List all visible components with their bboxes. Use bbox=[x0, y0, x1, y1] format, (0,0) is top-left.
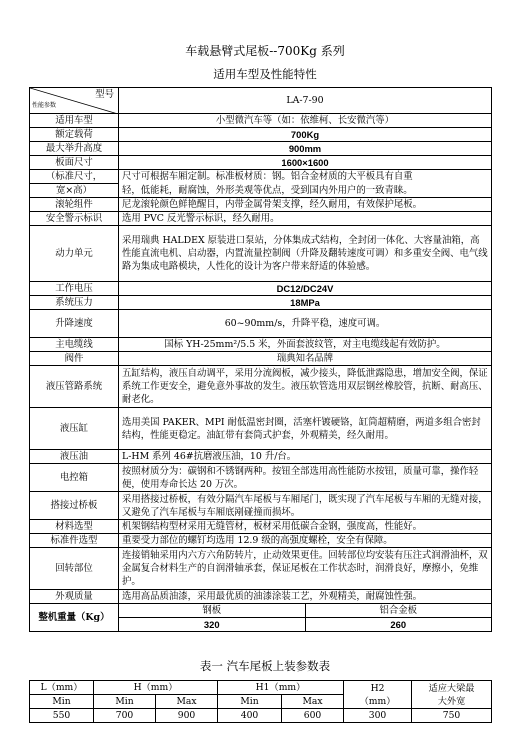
beam-value: 750 bbox=[412, 709, 492, 723]
alu-weight: 260 bbox=[305, 618, 492, 632]
row-value: 选用高品质油漆，采用最优质的油漆涂装工艺，外观精美，耐腐蚀性强。 bbox=[119, 590, 492, 604]
row-label: 外观质量 bbox=[30, 590, 119, 604]
h1-max-value: 600 bbox=[282, 709, 344, 723]
alu-label: 铝合金板 bbox=[305, 604, 492, 618]
row-value: 60~90mm/s，升降平稳，速度可调。 bbox=[119, 310, 492, 338]
steel-label: 钢板 bbox=[119, 604, 306, 618]
row-value: 尺寸可根据车厢定制。标准板材质：钢。铝合金材质的大平板具有自重 bbox=[119, 170, 492, 184]
row-value: 选用美国 PAKER、MPI 耐低温密封圈，活塞杆镀硬铬，缸筒超精磨，两道多组合密封结构，性能更稳定。油缸带有套筒式护套，外观精美，经久耐用。 bbox=[119, 408, 492, 450]
h1-min-value: 400 bbox=[218, 709, 282, 723]
row-value: 五缸结构，液压自动调平，采用分流阀板，减少接头，降低泄露隐患，增加安全阀，保证系统工作更安全，避免意外事故的发生。液压软管选用双层钢丝橡胶管，抗断、耐高压、耐老化。 bbox=[119, 366, 492, 408]
row-value: 连接销轴采用内六方六角防转片，止动效果更佳。回转部位均安装有压注式润滑油杯，双金属复合材料生产的自润滑轴承套，保证尾板在工作状态时，润滑良好，摩擦小，免维护。 bbox=[119, 548, 492, 590]
model-value: LA-7-90 bbox=[119, 88, 492, 114]
row-value: 按照材质分为：碳钢和不锈钢两种。按钮全部选用高性能防水按钮，质量可靠，操作轻便，使用寿命长达 20 万次。 bbox=[119, 464, 492, 492]
diagonal-header-cell bbox=[30, 88, 119, 114]
row-label: 液压缸 bbox=[30, 408, 119, 450]
row-label: 液压油 bbox=[30, 450, 119, 464]
h-min-value: 700 bbox=[94, 709, 156, 723]
section-subtitle: 适用车型及性能特性 bbox=[213, 67, 317, 81]
row-value: 选用 PVC 反光警示标识，经久耐用。 bbox=[119, 212, 492, 226]
l-header: L（mm） bbox=[30, 681, 94, 695]
row-value: 尼龙滚轮颜色鲜艳醒目，内带金属骨架支撑，经久耐用，有效保护尾板。 bbox=[119, 198, 492, 212]
h-min-label: Min bbox=[94, 695, 156, 709]
row-value: 小型微汽车等（如：依维柯、长安微汽等） bbox=[119, 114, 492, 128]
row-label: 升降速度 bbox=[30, 310, 119, 338]
row-value: 采用搭接过桥板，有效分隔汽车尾板与车厢尾门，既实现了汽车尾板与车厢的无缝对接，又避免了汽车尾板与车厢底剐碰撞而损坏。 bbox=[119, 492, 492, 520]
h2-header: H2 （mm） bbox=[344, 681, 412, 709]
row-value: 机架钢结构型材采用无缝管材，板材采用低碳合金钢，强度高，性能好。 bbox=[119, 520, 492, 534]
h2-value: 300 bbox=[344, 709, 412, 723]
l-value: 550 bbox=[30, 709, 94, 723]
row-value: 1600×1600 bbox=[119, 156, 492, 170]
row-label: 电控箱 bbox=[30, 464, 119, 492]
l-min-label: Min bbox=[30, 695, 94, 709]
h-header: H（mm） bbox=[94, 681, 218, 695]
row-label: 主电缆线 bbox=[30, 338, 119, 352]
model-label: 型号 bbox=[95, 89, 114, 100]
row-label: 最大举升高度 bbox=[30, 142, 119, 156]
row-value: 瑞典知名品牌 bbox=[119, 352, 492, 366]
row-label: 搭接过桥板 bbox=[30, 492, 119, 520]
row-label: 额定载荷 bbox=[30, 128, 119, 142]
row-value: L-HM 系列 46#抗磨液压油，10 升/台。 bbox=[119, 450, 492, 464]
row-value: 国标 YH-25mm²/5.5 米，外面套波纹管，对主电缆线起有效防护。 bbox=[119, 338, 492, 352]
row-value: 18MPa bbox=[119, 296, 492, 310]
row-label: 板面尺寸 bbox=[30, 156, 119, 170]
h1-min-label: Min bbox=[218, 695, 282, 709]
weight-label: 整机重量（Kg） bbox=[30, 604, 119, 632]
row-label: 材料选型 bbox=[30, 520, 119, 534]
row-label: 回转部位 bbox=[30, 548, 119, 590]
beam-header: 适应大梁最 大外宽 bbox=[412, 681, 492, 709]
row-label: 宽×高） bbox=[30, 184, 119, 198]
row-label: 系统压力 bbox=[30, 296, 119, 310]
table2-title: 表一 汽车尾板上装参数表 bbox=[199, 659, 331, 673]
h-max-value: 900 bbox=[156, 709, 218, 723]
steel-weight: 320 bbox=[119, 618, 306, 632]
mount-param-table bbox=[29, 680, 492, 723]
h1-max-label: Max bbox=[282, 695, 344, 709]
row-value: DC12/DC24V bbox=[119, 282, 492, 296]
row-value: 900mm bbox=[119, 142, 492, 156]
row-label: 安全警示标识 bbox=[30, 212, 119, 226]
page-title: 车载悬臂式尾板--700Kg 系列 bbox=[185, 44, 345, 58]
row-label: 适用车型 bbox=[30, 114, 119, 128]
spec-table bbox=[29, 87, 492, 632]
row-value: 轻，低能耗，耐腐蚀，外形美观等优点，受到国内外用户的一致青睐。 bbox=[119, 184, 492, 198]
row-value: 采用瑞典 HALDEX 原装进口泵站，分体集成式结构，全封闭一体化、大容量油箱，高性能直流电机、启动器，内置流量控制阀（升降及翻转速度可调）和多重安全阀、电气线路为集成电路模块，人性化的设计为客户带来舒适的体验感。 bbox=[119, 226, 492, 282]
row-value: 重要受力部位的螺钉均选用 12.9 级的高强度螺栓，安全有保障。 bbox=[119, 534, 492, 548]
row-label: 液压管路系统 bbox=[30, 366, 119, 408]
param-label: 性能参数 bbox=[32, 102, 57, 109]
h1-header: H1（mm） bbox=[218, 681, 344, 695]
row-value: 700Kg bbox=[119, 128, 492, 142]
row-label: 滚轮组件 bbox=[30, 198, 119, 212]
h-max-label: Max bbox=[156, 695, 218, 709]
row-label: 阀件 bbox=[30, 352, 119, 366]
row-label: 工作电压 bbox=[30, 282, 119, 296]
row-label: （标准尺寸， bbox=[30, 170, 119, 184]
row-label: 动力单元 bbox=[30, 226, 119, 282]
row-label: 标准件选型 bbox=[30, 534, 119, 548]
